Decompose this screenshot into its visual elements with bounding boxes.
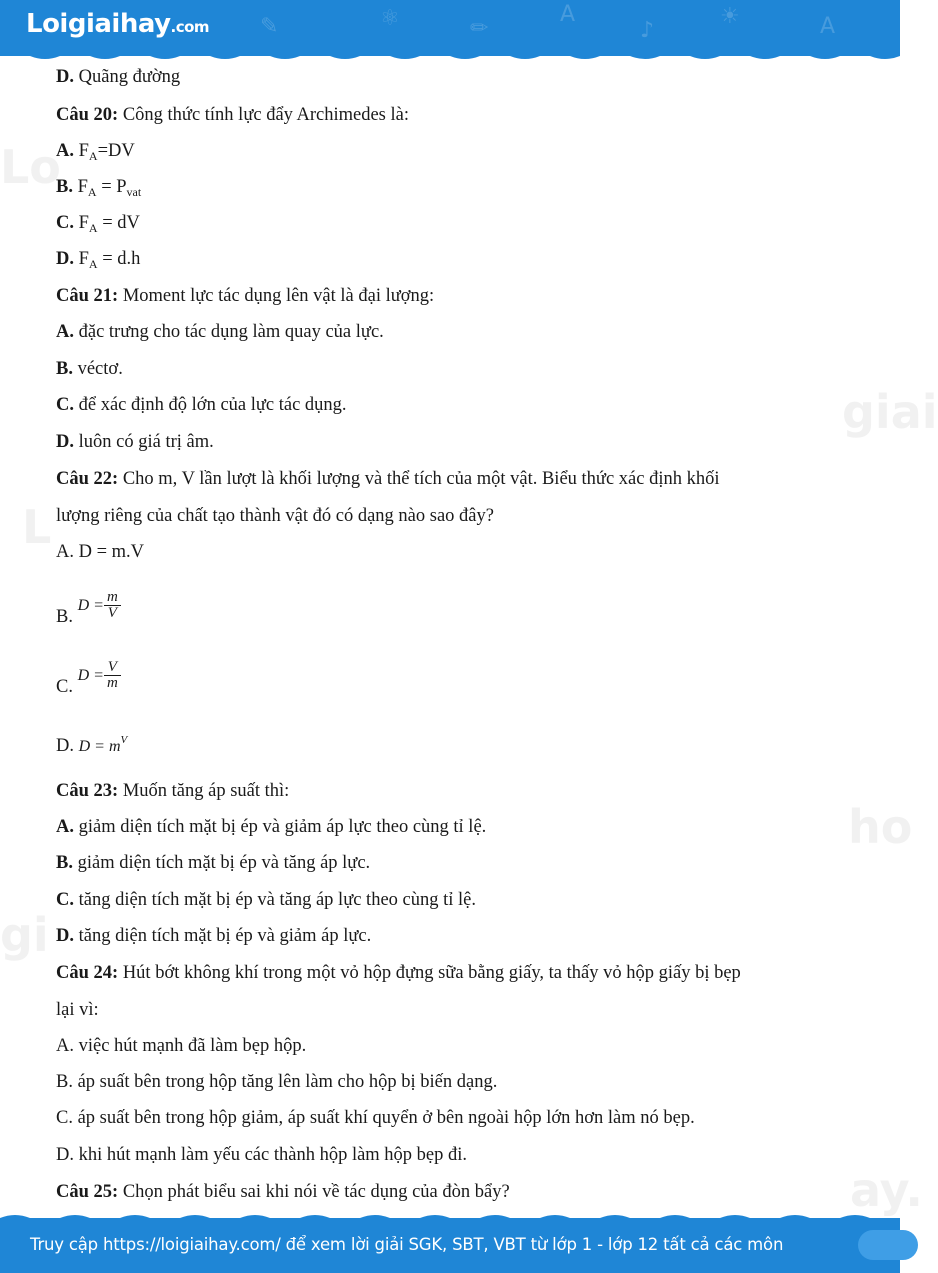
option-line: A. D = m.V [56, 542, 145, 562]
question-24: Câu 24: Hút bớt không khí trong một vỏ hộp đựng sữa bằng giấy, ta thấy vỏ hộp giấy bị bẹp [56, 963, 741, 983]
doodle-icon: ☀ [720, 4, 740, 29]
header-wave [0, 50, 900, 64]
option-line: D. tăng diện tích mặt bị ép và giảm áp lực. [56, 926, 372, 946]
watermark-text: L [22, 500, 52, 554]
option-line: D. $F_A = d.h$ [56, 249, 141, 271]
question-24-cont: lại vì: [56, 1000, 99, 1020]
site-logo[interactable]: Loigiaihay.com [26, 9, 210, 39]
doodle-icon: ♪ [640, 18, 655, 43]
doodle-icon: A [820, 14, 836, 39]
option-line: A. đặc trưng cho tác dụng làm quay của lực. [56, 322, 384, 342]
doodle-icon: ✎ [260, 14, 279, 39]
option-line: B. D = $\frac{m}{V}$ [56, 590, 121, 621]
watermark-text: Lo [0, 140, 61, 194]
question-22-cont: lượng riêng của chất tạo thành vật đó có dạng nào sao đây? [56, 506, 494, 526]
option-line: B. giảm diện tích mặt bị ép và tăng áp lực. [56, 853, 371, 873]
question-25: Câu 25: Chọn phát biểu sai khi nói về tác dụng của đòn bẩy? [56, 1182, 510, 1202]
footer-pill [858, 1230, 918, 1260]
watermark-text: ho [848, 800, 913, 854]
option-line: A. việc hút mạnh đã làm bẹp hộp. [56, 1036, 307, 1056]
doodle-icon: ✏ [470, 16, 489, 41]
question-20: Câu 20: Công thức tính lực đẩy Archimedes là: [56, 105, 410, 125]
option-line: B. áp suất bên trong hộp tăng lên làm cho hộp bị biến dạng. [56, 1072, 498, 1092]
option-line: C. để xác định độ lớn của lực tác dụng. [56, 395, 347, 415]
option-line: D. $D = m^V$ [56, 734, 128, 756]
question-23: Câu 23: Muốn tăng áp suất thì: [56, 781, 290, 801]
option-line: A. giảm diện tích mặt bị ép và giảm áp lực theo cùng tỉ lệ. [56, 817, 487, 837]
watermark-text: gi [0, 908, 49, 962]
option-line: C. D = $\frac{V}{m}$ [56, 660, 121, 691]
option-line: D. khi hút mạnh làm yếu các thành hộp làm hộp bẹp đi. [56, 1145, 468, 1165]
option-line: D. Quãng đường [56, 67, 181, 87]
question-21: Câu 21: Moment lực tác dụng lên vật là đại lượng: [56, 286, 435, 306]
doodle-icon: ⚛ [380, 6, 400, 31]
question-22: Câu 22: Cho m, V lần lượt là khối lượng và thể tích của một vật. Biểu thức xác định khối [56, 469, 720, 489]
fraction: $\frac{m}{V}$ [104, 590, 121, 621]
option-line: B. véctơ. [56, 359, 123, 379]
option-line: A. $F_A=DV$ [56, 141, 135, 163]
footer-link-text[interactable]: Truy cập https://loigiaihay.com/ để xem lời giải SGK, SBT, VBT từ lớp 1 - lớp 12 tất cả các môn [30, 1235, 784, 1254]
option-line: C. áp suất bên trong hộp giảm, áp suất khí quyển ở bên ngoài hộp lớn hơn làm nó bẹp. [56, 1108, 695, 1128]
watermark-text: giai [842, 385, 938, 439]
doodle-icon: A [560, 2, 576, 27]
fraction: $\frac{V}{m}$ [104, 660, 121, 691]
option-line: D. luôn có giá trị âm. [56, 432, 214, 452]
watermark-text: ay. [850, 1163, 923, 1217]
option-line: B. $F_A = P_{vat}$ [56, 177, 142, 199]
option-line: C. tăng diện tích mặt bị ép và tăng áp lực theo cùng tỉ lệ. [56, 890, 477, 910]
option-line: C. $F_A$ = dV [56, 213, 140, 235]
